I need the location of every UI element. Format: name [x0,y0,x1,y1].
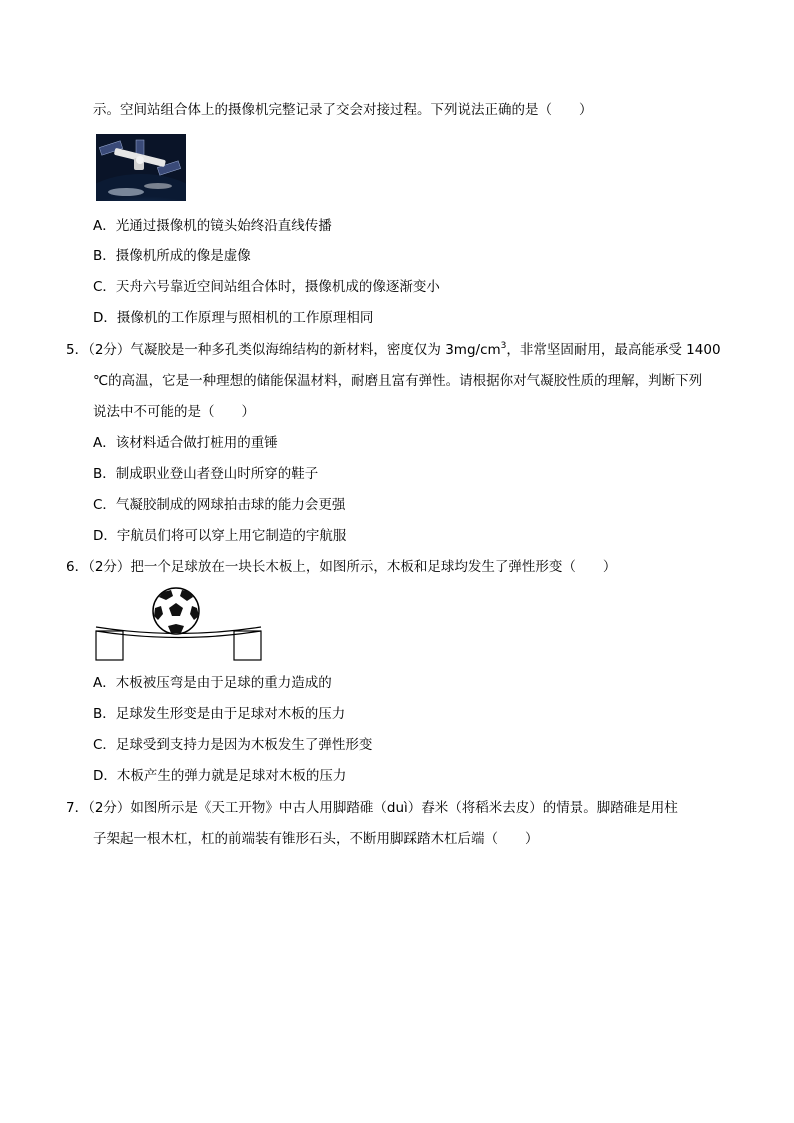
q4-option-b: B．摄像机所成的像是虚像 [93,248,251,264]
q5-stem-line1-b: ，非常坚固耐用，最高能承受 1400 [506,342,721,358]
q4-stem-tail: 示。空间站组合体上的摄像机完整记录了交会对接过程。下列说法正确的是（ ） [93,102,593,118]
space-station-illustration [96,134,186,201]
right-support-block [234,631,261,660]
football-icon [153,588,199,634]
q6-option-b: B．足球发生形变是由于足球对木板的压力 [93,706,346,722]
q6-option-c: C．足球受到支持力是因为木板发生了弹性形变 [93,737,373,753]
q5-option-c: C．气凝胶制成的网球拍击球的能力会更强 [93,497,346,513]
q5-stem-line3: 说法中不可能的是（ ） [93,404,255,420]
space-station-image [96,134,186,201]
q5-option-d: D．宇航员们将可以穿上用它制造的宇航服 [93,528,347,544]
left-support-block [96,631,123,660]
q4-option-a: A．光通过摄像机的镜头始终沿直线传播 [93,218,332,234]
q7-stem-line1: 7．（2分）如图所示是《天工开物》中古人用脚踏碓（duì）舂米（将稻米去皮）的情景。脚踏碓是用柱 [66,800,678,816]
q4-option-c: C．天舟六号靠近空间站组合体时，摄像机成的像逐渐变小 [93,279,440,295]
q7-stem-line2: 子架起一根木杠，杠的前端装有锥形石头，不断用脚踩踏木杠后端（ ） [93,831,539,847]
q4-option-d: D．摄像机的工作原理与照相机的工作原理相同 [93,310,374,326]
q6-option-d: D．木板产生的弹力就是足球对木板的压力 [93,768,347,784]
q5-stem-line2: ℃的高温，它是一种理想的储能保温材料，耐磨且富有弹性。请根据你对气凝胶性质的理解，判断下列 [93,373,703,389]
football-on-board-figure [93,586,265,664]
q6-stem: 6．（2分）把一个足球放在一块长木板上，如图所示，木板和足球均发生了弹性形变（ ） [66,559,617,575]
q5-stem-line1-a: 5．（2分）气凝胶是一种多孔类似海绵结构的新材料，密度仅为 3mg/cm [66,342,501,358]
q5-stem-line1 [66,340,721,360]
q5-superscript: 3 [500,341,507,351]
q5-option-a: A．该材料适合做打桩用的重锤 [93,435,278,451]
q6-option-a: A．木板被压弯是由于足球的重力造成的 [93,675,332,691]
q5-option-b: B．制成职业登山者登山时所穿的鞋子 [93,466,319,482]
